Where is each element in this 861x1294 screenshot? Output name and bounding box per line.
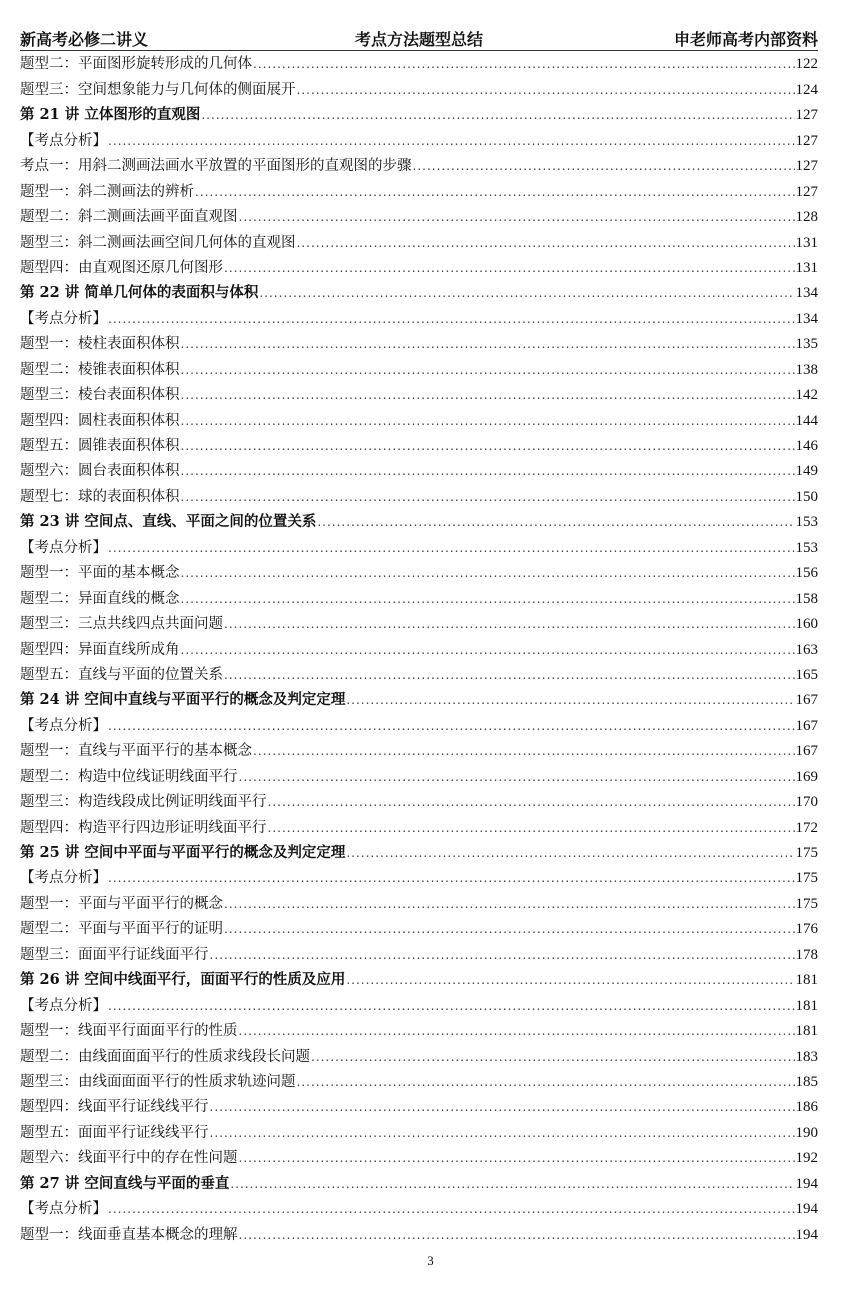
toc-page-number: 138 <box>795 361 818 378</box>
toc-leader-dots <box>224 920 795 938</box>
toc-entry-row[interactable] <box>20 865 818 890</box>
toc-entry-label: 题型四：由直观图还原几何图形 <box>20 259 223 276</box>
toc-page-number: 176 <box>795 921 818 938</box>
toc-entry-label: 题型二：由线面面面平行的性质求线段长问题 <box>20 1048 310 1065</box>
toc-leader-dots <box>346 691 794 709</box>
toc-entry-label: 题型二：异面直线的概念 <box>20 590 180 607</box>
toc-leader-dots <box>413 157 795 175</box>
toc-leader-dots <box>108 310 795 328</box>
toc-page-number: 194 <box>795 1201 818 1218</box>
toc-chapter-row[interactable] <box>20 840 818 865</box>
toc-page-number: 175 <box>795 870 818 887</box>
toc-leader-dots <box>297 81 795 99</box>
toc-page-number: 163 <box>795 641 818 658</box>
toc-entry-label: 题型四：圆柱表面积体积 <box>20 412 180 429</box>
toc-page-number: 153 <box>795 514 818 531</box>
toc-page-number: 128 <box>795 209 818 226</box>
toc-entry-row[interactable] <box>20 1043 818 1068</box>
toc-chapter-row[interactable] <box>20 280 818 305</box>
toc-leader-dots <box>268 819 795 837</box>
table-of-contents <box>20 51 818 1247</box>
toc-entry-label: 【考点分析】 <box>20 539 107 556</box>
toc-page-number: 146 <box>795 438 818 454</box>
toc-leader-dots <box>108 717 795 735</box>
toc-leader-dots <box>239 768 795 786</box>
toc-entry-label: 第 25 讲 空间中平面与平面平行的概念及判定定理 <box>20 844 346 861</box>
toc-entry-label: 题型四：线面平行证线线平行 <box>20 1099 209 1116</box>
toc-entry-label: 题型五：直线与平面的位置关系 <box>20 666 223 683</box>
header-center-title: 考点方法题型总结 <box>354 29 484 49</box>
toc-page-number: 144 <box>795 412 818 429</box>
toc-entry-row[interactable] <box>20 483 818 508</box>
toc-entry-row[interactable] <box>20 941 818 966</box>
toc-leader-dots <box>210 1124 795 1142</box>
toc-entry-label: 题型三：三点共线四点共面问题 <box>20 616 223 633</box>
toc-entry-label: 题型六：线面平行中的存在性问题 <box>20 1150 238 1167</box>
toc-entry-row[interactable] <box>20 433 818 458</box>
toc-page-number: 186 <box>795 1099 818 1116</box>
toc-entry-row[interactable] <box>20 789 818 814</box>
toc-entry-row[interactable] <box>20 1119 818 1144</box>
toc-chapter-row[interactable] <box>20 102 818 127</box>
toc-entry-label: 考点一：用斜二测画法画水平放置的平面图形的直观图的步骤 <box>20 158 412 175</box>
toc-page-number: 127 <box>795 132 818 149</box>
toc-page-number: 149 <box>795 463 818 480</box>
toc-entry-row[interactable] <box>20 890 818 915</box>
toc-leader-dots <box>239 1149 795 1167</box>
toc-entry-row[interactable] <box>20 636 818 661</box>
toc-page-number: 127 <box>795 183 818 200</box>
toc-entry-row[interactable] <box>20 76 818 101</box>
toc-leader-dots <box>297 234 795 252</box>
toc-entry-row[interactable] <box>20 1018 818 1043</box>
toc-entry-label: 题型一：线面垂直基本概念的理解 <box>20 1226 238 1243</box>
toc-page-number: 172 <box>795 819 818 836</box>
toc-chapter-row[interactable] <box>20 967 818 992</box>
toc-leader-dots <box>317 513 794 531</box>
toc-entry-row[interactable] <box>20 178 818 203</box>
toc-page-number: 194 <box>795 1226 818 1243</box>
toc-chapter-row[interactable] <box>20 509 818 534</box>
toc-entry-label: 题型三：构造线段成比例证明线面平行 <box>20 794 267 811</box>
toc-entry-label: 题型一：平面的基本概念 <box>20 565 180 582</box>
toc-page-number: 178 <box>795 946 818 963</box>
toc-leader-dots <box>239 208 795 226</box>
header-right-title: 申老师高考内部资料 <box>673 29 818 49</box>
toc-entry-row[interactable] <box>20 814 818 839</box>
toc-leader-dots <box>181 488 795 506</box>
toc-entry-row[interactable] <box>20 229 818 254</box>
toc-entry-label: 【考点分析】 <box>20 717 107 734</box>
toc-entry-row[interactable] <box>20 356 818 381</box>
toc-leader-dots <box>181 564 795 582</box>
toc-page-number: 127 <box>795 158 818 175</box>
toc-page-number: 190 <box>795 1124 818 1141</box>
toc-entry-row[interactable] <box>20 763 818 788</box>
toc-leader-dots <box>346 844 794 862</box>
toc-page-number: 153 <box>795 539 818 556</box>
toc-entry-label: 题型一：平面与平面平行的概念 <box>20 895 223 912</box>
toc-page-number: 135 <box>795 336 818 353</box>
toc-entry-row[interactable] <box>20 1221 818 1246</box>
toc-entry-label: 第 27 讲 空间直线与平面的垂直 <box>20 1174 230 1192</box>
toc-leader-dots <box>224 666 795 684</box>
toc-page-number: 169 <box>795 768 818 785</box>
toc-entry-label: 题型七：球的表面积体积 <box>20 488 180 505</box>
toc-entry-row[interactable] <box>20 1094 818 1119</box>
toc-leader-dots <box>239 1226 795 1244</box>
toc-entry-row[interactable] <box>20 331 818 356</box>
toc-entry-label: 题型五：圆锥表面积体积 <box>20 438 180 454</box>
toc-leader-dots <box>210 946 795 964</box>
toc-page-number: 175 <box>795 895 818 912</box>
toc-entry-row[interactable] <box>20 916 818 941</box>
toc-entry-row[interactable] <box>20 127 818 152</box>
toc-page-number: 165 <box>795 666 818 683</box>
toc-page-number: 160 <box>795 616 818 633</box>
toc-leader-dots <box>181 335 795 353</box>
toc-entry-label: 题型二：平面与平面平行的证明 <box>20 921 223 938</box>
toc-entry-label: 题型三：棱台表面积体积 <box>20 387 180 404</box>
toc-page-number: 185 <box>795 1073 818 1090</box>
toc-leader-dots <box>230 1175 794 1193</box>
toc-page-number: 134 <box>795 285 818 302</box>
toc-page-number: 158 <box>795 590 818 607</box>
toc-page-number: 170 <box>795 794 818 811</box>
toc-leader-dots <box>108 869 795 887</box>
toc-chapter-row[interactable] <box>20 687 818 712</box>
toc-leader-dots <box>181 412 795 430</box>
toc-entry-label: 题型三：斜二测画法画空间几何体的直观图 <box>20 234 296 251</box>
toc-page-number: 181 <box>795 997 818 1014</box>
toc-leader-dots <box>311 1048 795 1066</box>
toc-leader-dots <box>181 386 795 404</box>
toc-leader-dots <box>210 1098 795 1116</box>
toc-entry-label: 第 24 讲 空间中直线与平面平行的概念及判定定理 <box>20 691 346 709</box>
toc-entry-label: 题型二：平面图形旋转形成的几何体 <box>20 56 252 73</box>
toc-leader-dots <box>253 742 795 760</box>
toc-entry-label: 题型一：斜二测画法的辨析 <box>20 183 194 200</box>
toc-page-number: 181 <box>795 972 818 989</box>
toc-page-number: 127 <box>795 107 818 124</box>
page-number: 3 <box>427 1253 434 1268</box>
toc-entry-row[interactable] <box>20 585 818 610</box>
toc-page-number: 131 <box>795 234 818 251</box>
toc-leader-dots <box>108 997 795 1015</box>
toc-entry-label: 【考点分析】 <box>20 310 107 327</box>
toc-entry-label: 第 21 讲 立体图形的直观图 <box>20 106 201 124</box>
toc-page-number: 156 <box>795 565 818 582</box>
toc-page-number: 183 <box>795 1048 818 1065</box>
toc-leader-dots <box>268 793 795 811</box>
toc-entry-row[interactable] <box>20 992 818 1017</box>
page-header <box>20 26 818 50</box>
toc-entry-label: 题型一：棱柱表面积体积 <box>20 336 180 353</box>
toc-entry-row[interactable] <box>20 534 818 559</box>
toc-leader-dots <box>108 539 795 557</box>
toc-leader-dots <box>224 615 795 633</box>
toc-entry-row[interactable] <box>20 662 818 687</box>
toc-entry-label: 【考点分析】 <box>20 997 107 1014</box>
toc-entry-row[interactable] <box>20 560 818 585</box>
toc-entry-row[interactable] <box>20 382 818 407</box>
toc-entry-label: 题型五：面面平行证线线平行 <box>20 1124 209 1141</box>
toc-entry-row[interactable] <box>20 305 818 330</box>
toc-page-number: 167 <box>795 692 818 709</box>
toc-entry-label: 【考点分析】 <box>20 870 107 887</box>
toc-entry-label: 题型一：线面平行面面平行的性质 <box>20 1023 238 1040</box>
toc-leader-dots <box>297 1073 795 1091</box>
toc-leader-dots <box>201 106 794 124</box>
toc-entry-label: 第 23 讲 空间点、直线、平面之间的位置关系 <box>20 513 317 531</box>
toc-entry-label: 第 26 讲 空间中线面平行，面面平行的性质及应用 <box>20 971 346 989</box>
toc-entry-label: 题型二：斜二测画法画平面直观图 <box>20 209 238 226</box>
toc-page-number: 181 <box>795 1023 818 1040</box>
toc-page-number: 167 <box>795 717 818 734</box>
toc-leader-dots <box>181 641 795 659</box>
toc-entry-label: 题型二：棱锥表面积体积 <box>20 361 180 378</box>
toc-entry-row[interactable] <box>20 1145 818 1170</box>
toc-leader-dots <box>253 55 795 73</box>
toc-entry-label: 【考点分析】 <box>20 132 107 149</box>
toc-entry-row[interactable] <box>20 51 818 76</box>
toc-leader-dots <box>108 1200 795 1218</box>
toc-entry-label: 题型四：构造平行四边形证明线面平行 <box>20 819 267 836</box>
toc-page-number: 150 <box>795 488 818 505</box>
toc-entry-row[interactable] <box>20 738 818 763</box>
toc-page-number: 175 <box>795 845 818 861</box>
toc-leader-dots <box>108 132 795 150</box>
toc-entry-label: 题型三：空间想象能力与几何体的侧面展开 <box>20 81 296 98</box>
toc-entry-row[interactable] <box>20 153 818 178</box>
toc-entry-label: 第 22 讲 简单几何体的表面积与体积 <box>20 284 259 302</box>
toc-leader-dots <box>346 971 794 989</box>
toc-page-number: 192 <box>795 1150 818 1167</box>
toc-entry-row[interactable] <box>20 458 818 483</box>
toc-entry-row[interactable] <box>20 204 818 229</box>
toc-entry-row[interactable] <box>20 712 818 737</box>
toc-leader-dots <box>224 895 795 913</box>
toc-leader-dots <box>181 361 795 379</box>
toc-leader-dots <box>181 437 795 455</box>
toc-entry-label: 题型四：异面直线所成角 <box>20 641 180 658</box>
toc-entry-label: 题型二：构造中位线证明线面平行 <box>20 768 238 785</box>
toc-leader-dots <box>195 183 795 201</box>
toc-page-number: 122 <box>795 56 818 73</box>
toc-entry-row[interactable] <box>20 255 818 280</box>
toc-entry-label: 题型一：直线与平面平行的基本概念 <box>20 743 252 760</box>
toc-page-number: 131 <box>795 259 818 276</box>
toc-entry-label: 题型三：面面平行证线面平行 <box>20 946 209 963</box>
toc-page-number: 167 <box>795 743 818 760</box>
toc-entry-row[interactable] <box>20 611 818 636</box>
toc-entry-row[interactable] <box>20 1069 818 1094</box>
toc-entry-row[interactable] <box>20 407 818 432</box>
toc-leader-dots <box>181 462 795 480</box>
toc-entry-row[interactable] <box>20 1196 818 1221</box>
toc-page-number: 194 <box>795 1175 818 1192</box>
toc-entry-label: 【考点分析】 <box>20 1201 107 1218</box>
toc-leader-dots <box>239 1022 795 1040</box>
toc-entry-label: 题型六：圆台表面积体积 <box>20 463 180 480</box>
toc-page-number: 142 <box>795 387 818 404</box>
header-left-title: 新高考必修二讲义 <box>20 29 149 49</box>
toc-leader-dots <box>259 284 794 302</box>
toc-page-number: 124 <box>795 81 818 98</box>
toc-chapter-row[interactable] <box>20 1170 818 1195</box>
toc-leader-dots <box>224 259 795 277</box>
toc-entry-label: 题型三：由线面面面平行的性质求轨迹问题 <box>20 1073 296 1090</box>
toc-leader-dots <box>181 590 795 608</box>
toc-page-number: 134 <box>795 310 818 327</box>
